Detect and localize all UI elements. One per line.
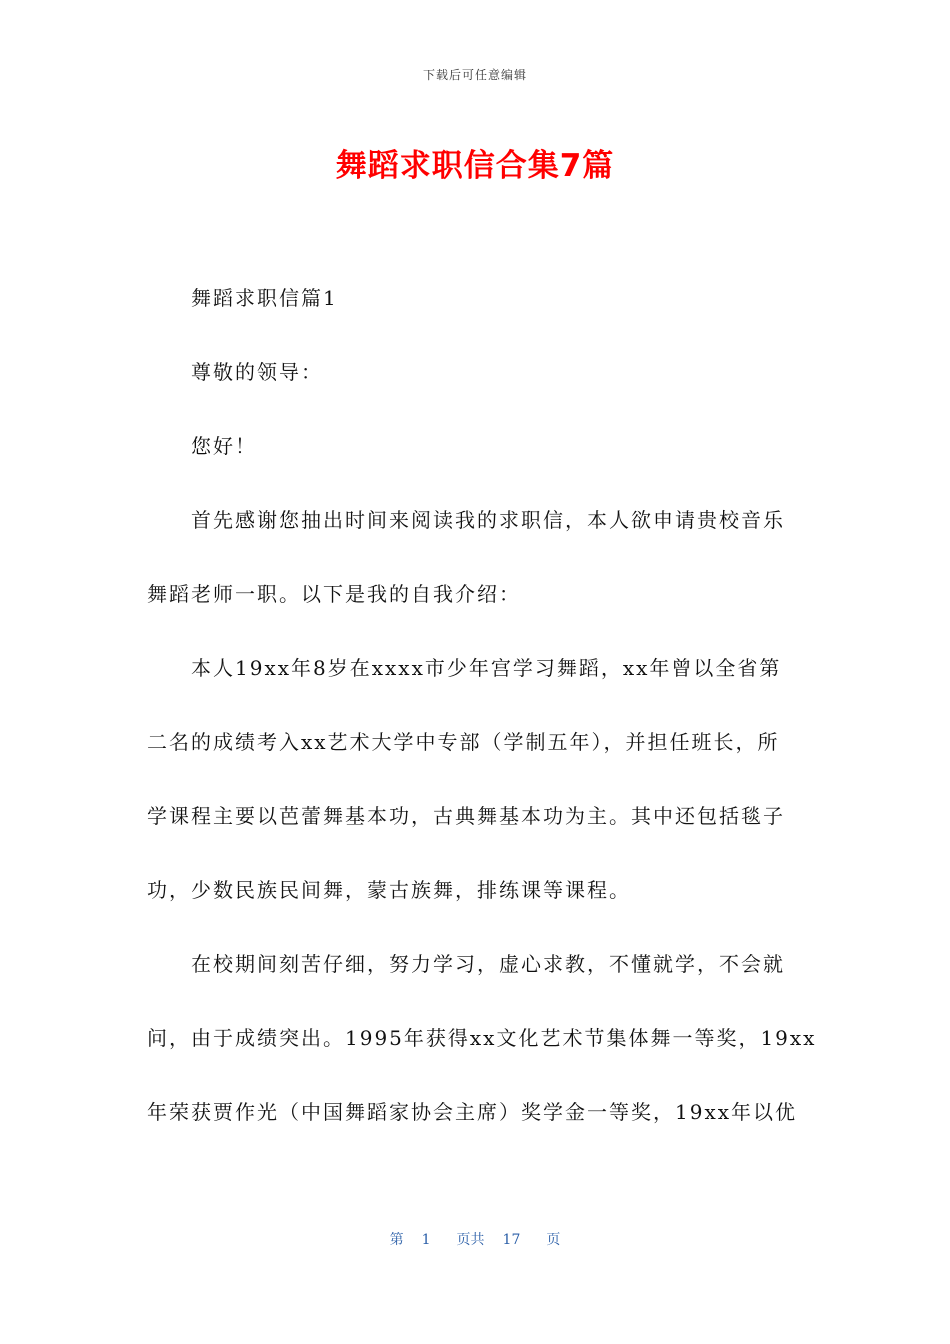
- paragraph-3: [147, 946, 817, 1130]
- paragraph-line: 问，由于成绩突出。1995年获得xx文化艺术节集体舞一等奖，19xx: [147, 1026, 817, 1050]
- page-footer: [0, 1229, 950, 1249]
- paragraph-line: 功，少数民族民间舞，蒙古族舞，排练课等课程。: [147, 878, 631, 902]
- page-label-suffix: 页: [546, 1232, 561, 1248]
- paragraph-line: 首先感谢您抽出时间来阅读我的求职信，本人欲申请贵校音乐: [191, 508, 785, 532]
- paragraph-line: 二名的成绩考入xx艺术大学中专部（学制五年），并担任班长，所: [147, 730, 780, 754]
- paragraph-line: 本人19xx年8岁在xxxx市少年宫学习舞蹈，xx年曾以全省第: [191, 656, 782, 680]
- paragraph-line: 学课程主要以芭蕾舞基本功，古典舞基本功为主。其中还包括毯子: [147, 804, 785, 828]
- paragraph-1: [147, 502, 812, 612]
- page-label-mid: 页共: [456, 1232, 485, 1248]
- greeting: 您好！: [191, 434, 257, 458]
- paragraph-line: 在校期间刻苦仔细，努力学习，虚心求教，不懂就学，不会就: [191, 952, 785, 976]
- salutation: 尊敬的领导：: [191, 360, 323, 384]
- page-label-prefix: 第: [389, 1232, 404, 1248]
- paragraph-line: 年荣获贾作光（中国舞蹈家协会主席）奖学金一等奖，19xx年以优: [147, 1100, 798, 1124]
- paragraph-2: [147, 650, 812, 908]
- section-heading: 舞蹈求职信篇1: [191, 286, 338, 310]
- paragraph-line: 舞蹈老师一职。以下是我的自我介绍：: [147, 582, 521, 606]
- document-body: [147, 280, 817, 1168]
- header-note: 下载后可任意编辑: [422, 68, 527, 82]
- total-pages-number: 17: [502, 1232, 521, 1248]
- current-page-number: 1: [421, 1232, 431, 1248]
- document-title: 舞蹈求职信合集7篇: [335, 148, 615, 184]
